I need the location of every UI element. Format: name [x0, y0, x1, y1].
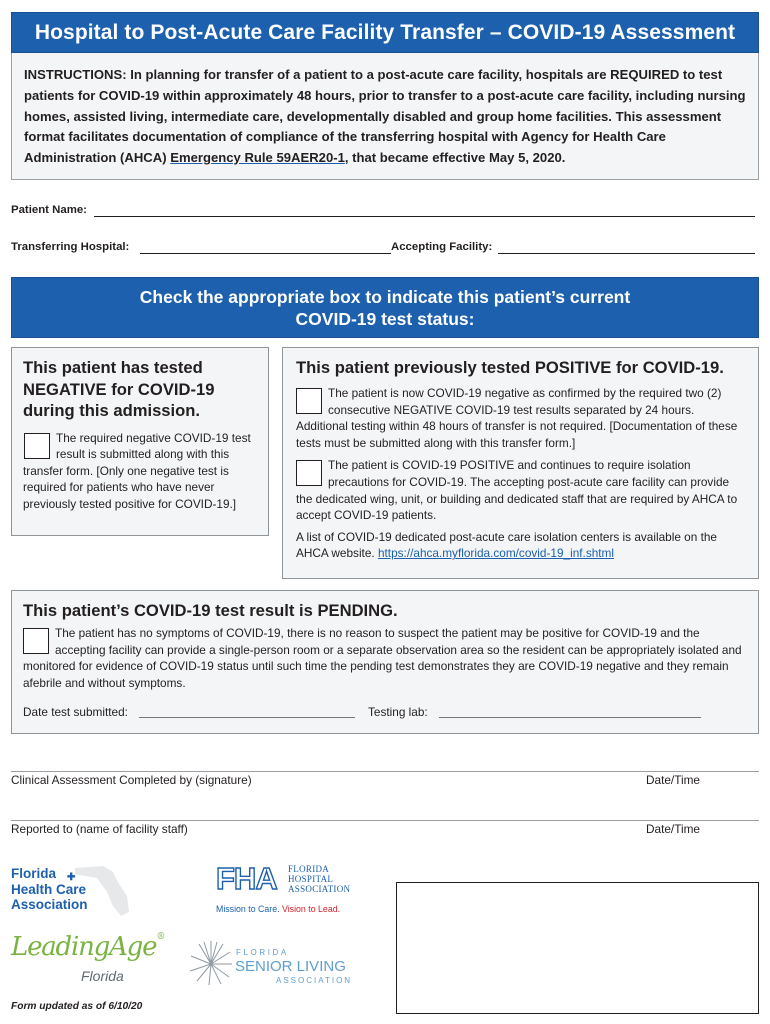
fsla-line3: ASSOCIATION — [276, 976, 353, 985]
fhca-line3: Association — [11, 897, 88, 912]
date-submitted-field[interactable] — [139, 717, 355, 718]
sunburst-icon — [188, 938, 234, 986]
fhca-cross-icon: ✚ — [67, 872, 76, 883]
positive-option1-text: The patient is now COVID-19 negative as confirmed by the required two (2) consecutive NEGATIVE COVID-19 test results separated by 24 hours. Additional testing within 48 hours of transfer is not required. [Documentation of these tests must be submitted along with this transfer form.] — [296, 386, 738, 450]
leading-age-florida: Florida — [81, 968, 124, 984]
positive-option2-text: The patient is COVID-19 POSITIVE and continues to require isolation precautions for COVID-19. The accepting post-acute care facility can provide the dedicated wing, unit, or building and dedicated staff that are required by AHCA to accept COVID-19 patients. — [296, 458, 738, 523]
isolation-centers-text: A list of COVID-19 dedicated post-acute care isolation centers is available on the AHCA website. — [296, 529, 717, 561]
status-header-line2: COVID-19 test status: — [295, 308, 475, 329]
leading-age-registered: ® — [156, 932, 165, 942]
isolation-centers-note — [296, 529, 745, 562]
clinical-signature-line[interactable] — [11, 771, 759, 772]
testing-lab-field[interactable] — [439, 717, 701, 718]
positive-now-negative-checkbox[interactable] — [296, 388, 322, 414]
negative-heading-line1: This patient has tested — [23, 358, 203, 377]
fsla-line2: SENIOR LIVING — [235, 958, 346, 975]
fha-name-line1: FLORIDA — [288, 864, 330, 874]
fha-name — [288, 864, 350, 894]
pending-option — [23, 625, 747, 691]
ahca-website-link[interactable]: https://ahca.myflorida.com/covid-19_inf.shtml — [377, 546, 615, 561]
accepting-facility-label: Accepting Facility: — [391, 241, 493, 253]
facility-notes-box[interactable] — [396, 882, 759, 1014]
reported-to-line[interactable] — [11, 820, 759, 821]
pending-heading: This patient’s COVID-19 test result is PENDING. — [23, 601, 398, 620]
fhca-line2: Health Care — [11, 881, 87, 897]
leading-age-wordmark — [11, 932, 164, 962]
reported-to-label: Reported to (name of facility staff) — [11, 822, 188, 836]
positive-heading: This patient previously tested POSITIVE for COVID-19. — [296, 358, 724, 377]
form-title: Hospital to Post-Acute Care Facility Transfer – COVID-19 Assessment — [34, 20, 736, 44]
negative-heading-line3: during this admission. — [23, 401, 201, 420]
instructions-text-end: , that became effective May 5, 2020. — [344, 150, 566, 166]
status-header-line1: Check the appropriate box to indicate this patient’s current — [139, 286, 631, 307]
instructions-text: In planning for transfer of a patient to a post-acute care facility, hospitals are REQUIRED to test patients for COVID-19 within approximately 48 hours, prior to transfer to a post-acute care facility, including nursing homes, assisted living, intermediate care, developmentally disabled and group home facilities. This assessment format facilitates documentation of compliance of the transferring hospital with Agency for Health Care Administration (AHCA) — [24, 67, 746, 166]
fha-mark: FHA — [216, 861, 277, 896]
transferring-hospital-field[interactable] — [140, 253, 391, 254]
leading-age-text: LeadingAge — [11, 932, 157, 962]
negative-heading-line2: NEGATIVE for COVID-19 — [23, 379, 215, 399]
fha-name-line3: ASSOCIATION — [288, 884, 351, 894]
still-positive-checkbox[interactable] — [296, 460, 322, 486]
clinical-assessment-label: Clinical Assessment Completed by (signature) — [11, 773, 252, 787]
fha-logo — [216, 862, 366, 918]
negative-checkbox[interactable] — [24, 433, 50, 459]
fhca-logo — [11, 862, 141, 922]
fsla-logo — [188, 938, 358, 990]
date-submitted-label: Date test submitted: — [23, 705, 128, 719]
positive-option-still-positive — [296, 457, 745, 523]
patient-name-label: Patient Name: — [11, 204, 87, 216]
instructions-box — [11, 53, 759, 180]
pending-option-text: The patient has no symptoms of COVID-19, there is no reason to suspect the patient may be positive for COVID-19 and the accepting facility can provide a single-person room or a separate observation area so the resident can be appropriately isolated and monitored for evidence of COVID-19 status until such time the pending test demonstrates they are COVID-19 negative and they remain afebrile and without symptoms. — [23, 626, 742, 690]
negative-panel — [11, 347, 269, 536]
leading-age-logo — [11, 930, 165, 988]
patient-name-field[interactable] — [94, 216, 755, 217]
negative-option — [23, 430, 257, 513]
accepting-facility-field[interactable] — [498, 253, 755, 254]
instructions-label: INSTRUCTIONS: — [24, 67, 127, 82]
fhca-line1: Florida — [11, 866, 57, 881]
clinical-datetime-label: Date/Time — [646, 773, 700, 787]
emergency-rule-link[interactable]: Emergency Rule 59AER20-1 — [170, 150, 345, 166]
fha-tagline — [216, 904, 340, 914]
form-title-bar — [11, 12, 759, 53]
fha-name-line2: HOSPITAL — [288, 874, 334, 884]
testing-lab-label: Testing lab: — [368, 705, 428, 719]
transferring-hospital-label: Transferring Hospital: — [11, 241, 130, 253]
fha-tagline-vision: Vision to Lead. — [279, 904, 341, 914]
form-updated-footer: Form updated as of 6/10/20 — [11, 1001, 143, 1012]
positive-panel — [282, 347, 759, 579]
negative-option-text: The required negative COVID-19 test result is submitted along with this transfer form. [Only one negative test is required for patients who have never previously tested positive for COVID-19.] — [23, 430, 251, 511]
positive-option-negative-now — [296, 385, 745, 451]
fha-tagline-mission: Mission to Care. — [216, 904, 280, 914]
fsla-line1: FLORIDA — [236, 948, 289, 957]
negative-heading — [23, 357, 257, 422]
pending-checkbox[interactable] — [23, 628, 49, 654]
status-header-bar — [11, 277, 759, 338]
reported-datetime-label: Date/Time — [646, 822, 700, 836]
